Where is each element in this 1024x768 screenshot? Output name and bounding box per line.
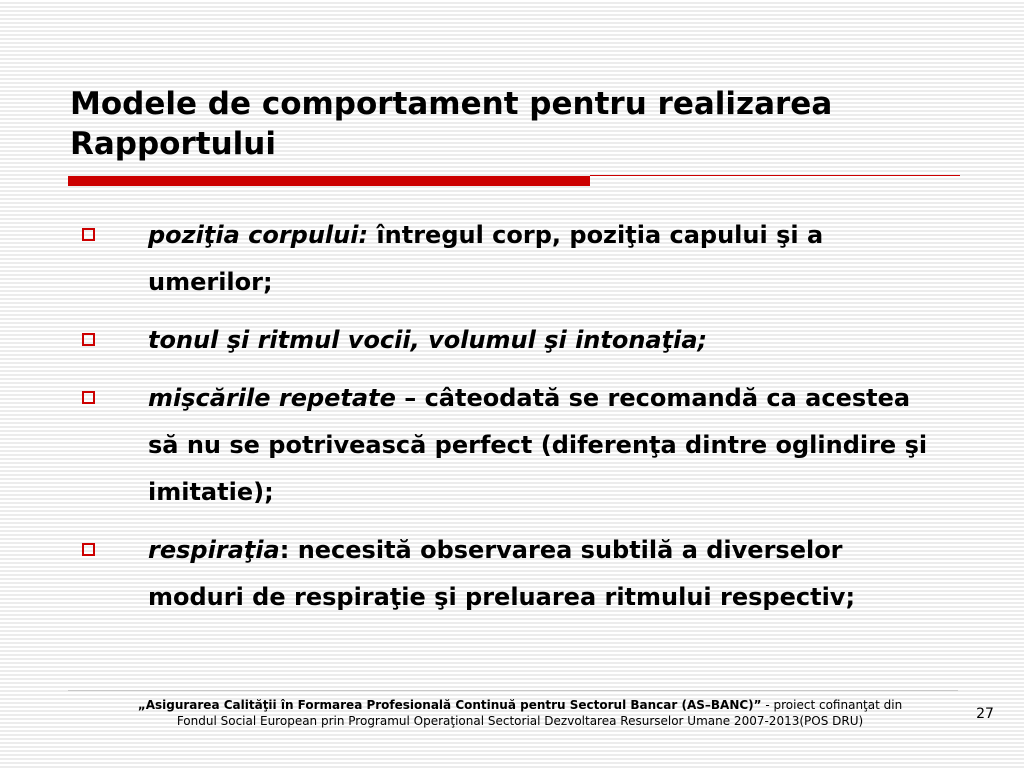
bullet-text: – câteodată se recomandă ca acestea să nu se potrivească perfect (diferenţa dintre oglindire şi imitatie);: [148, 384, 928, 506]
bullet-item-voice: [80, 317, 940, 364]
title-underline-bar: [68, 176, 590, 186]
bullet-text: : necesită observarea subtilă a diverselor moduri de respiraţie şi preluarea ritmului respectiv;: [148, 536, 856, 611]
bullet-item-repeated-movements: [80, 375, 940, 516]
footer-fund-text: Fondul Social European prin Programul Operaţional Sectorial Dezvoltarea Resurselor Umane 2007-2013(POS DRU): [176, 714, 864, 728]
title-underline-line: [590, 175, 960, 176]
hollow-square-icon: [82, 228, 95, 241]
bullet-item-breathing: [80, 527, 940, 621]
bullet-term: mişcările repetate: [148, 384, 396, 412]
footer-project-name: „Asigurarea Calităţii în Formarea Profesională Continuă pentru Sectorul Bancar (AS–BANC)”: [137, 698, 762, 712]
footer-divider: [68, 690, 958, 691]
bullet-item-body-position: [80, 212, 940, 306]
slide-title: Modele de comportament pentru realizarea Rapportului: [70, 86, 833, 162]
bullet-term: respiraţia: [148, 536, 280, 564]
footer-cofinance-text: - proiect cofinanţat din: [761, 698, 903, 712]
bullet-list: [80, 212, 940, 632]
hollow-square-icon: [82, 333, 95, 346]
footer-credits: [70, 697, 970, 729]
hollow-square-icon: [82, 543, 95, 556]
bullet-term: poziţia corpului:: [148, 221, 369, 249]
bullet-text: întregul corp, poziţia capului şi a umerilor;: [148, 221, 824, 296]
hollow-square-icon: [82, 391, 95, 404]
page-number: 27: [976, 706, 994, 722]
bullet-term: tonul şi ritmul vocii, volumul şi intonaţia;: [148, 326, 708, 354]
